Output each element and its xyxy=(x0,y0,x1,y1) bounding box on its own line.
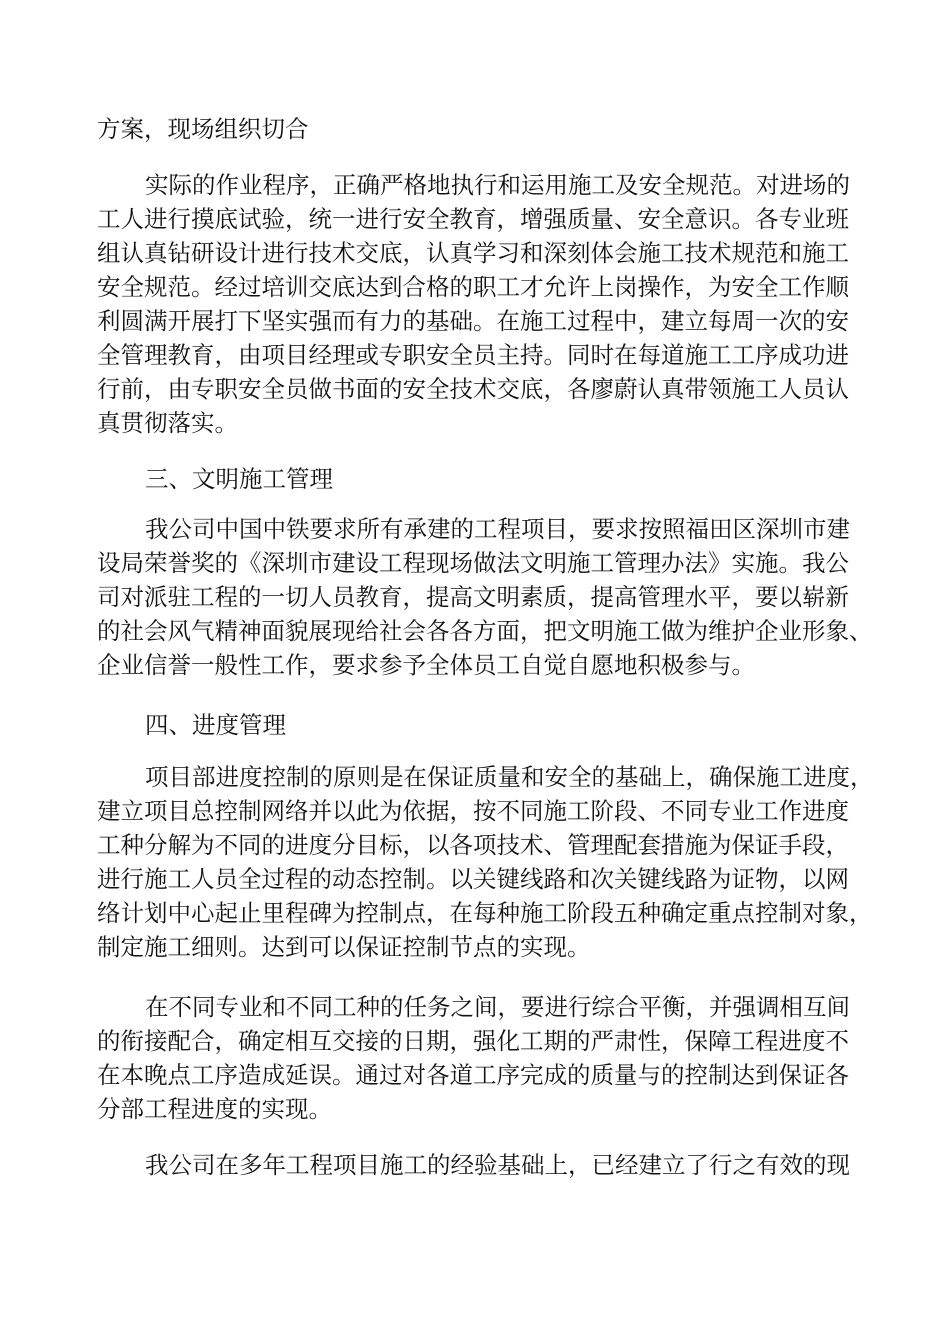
paragraph-line: 制定施工细则。达到可以保证控制节点的实现。 xyxy=(97,933,591,961)
paragraph-line: 进行施工人员全过程的动态控制。以关键线路和次关键线路为证物，以网 xyxy=(97,865,849,893)
paragraph-line: 行前，由专职安全员做书面的安全技术交底，各廖蔚认真带领施工人员认 xyxy=(97,375,849,403)
paragraph-line: 工人进行摸底试验，统一进行安全教育，增强质量、安全意识。各专业班 xyxy=(97,205,849,233)
paragraph-line: 我公司在多年工程项目施工的经验基础上，已经建立了行之有效的现 xyxy=(145,1151,850,1179)
paragraph-line: 我公司中国中铁要求所有承建的工程项目，要求按照福田区深圳市建 xyxy=(145,515,850,543)
paragraph-line: 的衔接配合，确定相互交接的日期，强化工期的严肃性，保障工程进度不 xyxy=(97,1027,849,1055)
paragraph-line: 工种分解为不同的进度分目标，以各项技术、管理配套措施为保证手段， xyxy=(97,831,849,859)
paragraph-line: 真贯彻落实。 xyxy=(97,409,238,437)
paragraph-line: 司对派驻工程的一切人员教育，提高文明素质，提高管理水平，要以崭新 xyxy=(97,583,849,611)
paragraph-line: 设局荣誉奖的《深圳市建设工程现场做法文明施工管理办法》实施。我公 xyxy=(97,549,849,577)
paragraph-line: 企业信誉一般性工作，要求参予全体员工自觉自愿地积极参与。 xyxy=(97,651,755,679)
paragraph-line: 在不同专业和不同工种的任务之间，要进行综合平衡，并强调相互间 xyxy=(145,993,850,1021)
paragraph-line: 络计划中心起止里程碑为控制点，在每种施工阶段五种确定重点控制对象， xyxy=(97,899,873,927)
paragraph-line: 实际的作业程序，正确严格地执行和运用施工及安全规范。对进场的 xyxy=(145,171,850,199)
paragraph-line: 分部工程进度的实现。 xyxy=(97,1095,332,1123)
paragraph-line: 建立项目总控制网络并以此为依据，按不同施工阶段、不同专业工作进度 xyxy=(97,797,849,825)
paragraph-line: 在本晚点工序造成延误。通过对各道工序完成的质量与的控制达到保证各 xyxy=(97,1061,849,1089)
paragraph-line: 方案，现场组织切合 xyxy=(97,115,309,143)
section-heading: 四、进度管理 xyxy=(145,711,286,739)
paragraph-line: 组认真钻研设计进行技术交底，认真学习和深刻体会施工技术规范和施工 xyxy=(97,239,849,267)
paragraph-line: 安全规范。经过培训交底达到合格的职工才允许上岗操作，为安全工作顺 xyxy=(97,273,849,301)
paragraph-line: 利圆满开展打下坚实强而有力的基础。在施工过程中，建立每周一次的安 xyxy=(97,307,849,335)
paragraph-line: 项目部进度控制的原则是在保证质量和安全的基础上，确保施工进度， xyxy=(145,763,874,791)
paragraph-line: 的社会风气精神面貌展现给社会各各方面，把文明施工做为维护企业形象、 xyxy=(97,617,873,645)
section-heading: 三、文明施工管理 xyxy=(145,465,333,493)
paragraph-line: 全管理教育，由项目经理或专职安全员主持。同时在每道施工工序成功进 xyxy=(97,341,849,369)
